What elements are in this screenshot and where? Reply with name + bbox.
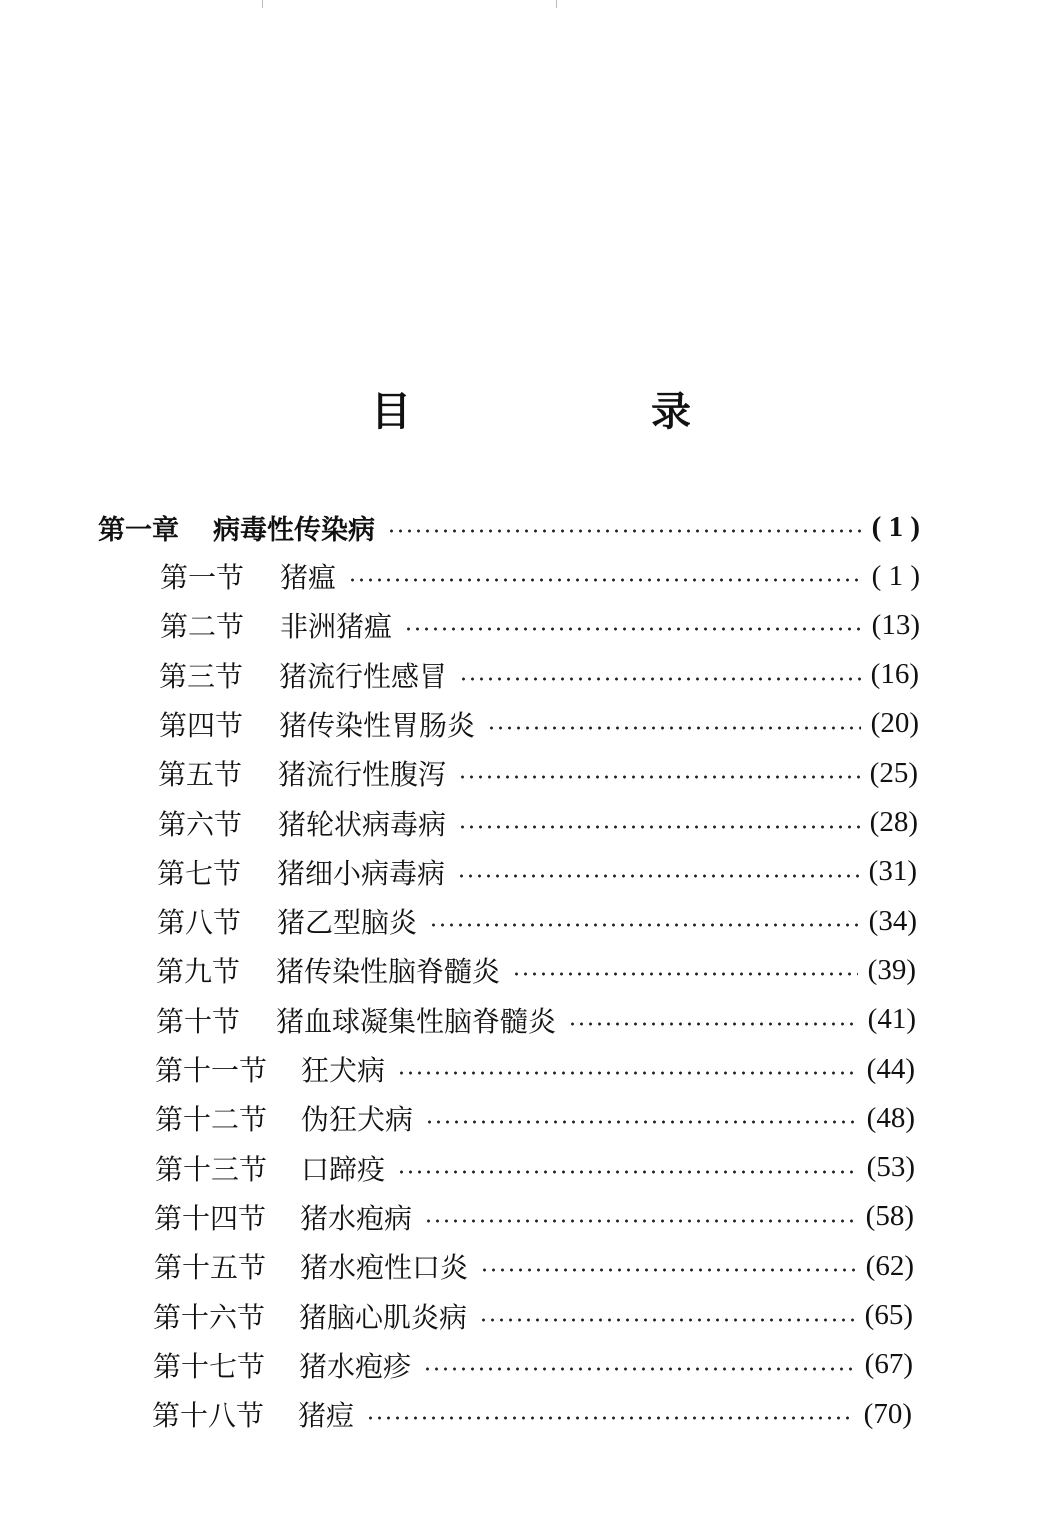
page-title: 目 录 bbox=[371, 389, 791, 435]
dot-leader bbox=[423, 1367, 855, 1371]
page-number: (48) bbox=[866, 1101, 915, 1134]
toc-section-row[interactable] bbox=[156, 948, 916, 992]
section-name: 猪传染性胃肠炎 bbox=[279, 708, 476, 742]
section-number: 第十二节 bbox=[155, 1103, 268, 1137]
section-name: 猪脑心肌炎病 bbox=[299, 1300, 468, 1334]
section-name: 猪细小病毒病 bbox=[277, 856, 446, 890]
section-name: 非洲猪瘟 bbox=[280, 610, 393, 644]
section-number: 第十一节 bbox=[155, 1054, 268, 1087]
toc-section-row[interactable] bbox=[160, 603, 920, 647]
section-number: 第九节 bbox=[156, 955, 241, 989]
dot-leader bbox=[387, 529, 862, 533]
page-number: (39) bbox=[867, 953, 916, 986]
dot-leader bbox=[479, 1318, 855, 1322]
dot-leader bbox=[429, 923, 859, 927]
dot-leader bbox=[348, 578, 862, 582]
section-number: 第六节 bbox=[158, 807, 243, 841]
toc-section-row[interactable] bbox=[153, 1294, 913, 1338]
section-name: 口蹄疫 bbox=[301, 1152, 386, 1186]
page-number: (34) bbox=[868, 904, 917, 937]
toc-section-row[interactable] bbox=[160, 554, 920, 598]
dot-leader bbox=[512, 972, 858, 976]
section-number: 第十八节 bbox=[152, 1399, 265, 1433]
toc-section-row[interactable] bbox=[155, 1096, 915, 1140]
section-number: 第八节 bbox=[157, 906, 242, 940]
section-name: 猪瘟 bbox=[280, 561, 337, 594]
page-number: (67) bbox=[864, 1348, 913, 1381]
section-number: 第一节 bbox=[160, 561, 245, 594]
section-number: 第十五节 bbox=[154, 1251, 267, 1285]
section-number: 第三节 bbox=[159, 659, 244, 693]
page-number: (41) bbox=[867, 1003, 916, 1036]
section-name: 猪轮状病毒病 bbox=[278, 807, 447, 841]
section-number: 第十三节 bbox=[155, 1152, 268, 1186]
dot-leader bbox=[458, 775, 860, 779]
dot-leader bbox=[568, 1022, 858, 1026]
dot-leader bbox=[458, 825, 860, 829]
chapter-name: 病毒性传染病 bbox=[213, 514, 375, 546]
dot-leader bbox=[397, 1170, 857, 1174]
page-number: (58) bbox=[865, 1200, 914, 1233]
scan-mark bbox=[262, 0, 263, 8]
dot-leader bbox=[366, 1416, 854, 1420]
section-number: 第十六节 bbox=[153, 1300, 266, 1334]
section-number: 第十七节 bbox=[153, 1349, 266, 1383]
dot-leader bbox=[397, 1071, 857, 1075]
page-number: (70) bbox=[863, 1397, 912, 1430]
section-number: 第七节 bbox=[157, 856, 242, 890]
section-number: 第四节 bbox=[159, 708, 244, 742]
toc-section-row[interactable] bbox=[154, 1244, 914, 1288]
toc-section-row[interactable] bbox=[158, 801, 918, 845]
dot-leader bbox=[404, 627, 862, 631]
section-number: 第二节 bbox=[160, 610, 245, 644]
scan-mark bbox=[556, 0, 557, 8]
section-name: 猪水疱疹 bbox=[299, 1349, 412, 1383]
section-name: 猪水疱性口炎 bbox=[300, 1251, 469, 1285]
toc-section-row[interactable] bbox=[159, 653, 919, 697]
section-name: 猪痘 bbox=[298, 1399, 355, 1433]
dot-leader bbox=[459, 677, 861, 681]
page-number: (44) bbox=[866, 1052, 915, 1085]
toc-section-row[interactable] bbox=[153, 1343, 913, 1387]
section-name: 猪水疱病 bbox=[300, 1201, 413, 1235]
section-name: 猪血球凝集性脑脊髓炎 bbox=[276, 1004, 557, 1038]
page-number: (31) bbox=[868, 855, 917, 888]
section-name: 猪流行性腹泻 bbox=[278, 758, 447, 792]
page-number: (20) bbox=[870, 707, 919, 740]
page-number: ( 1 ) bbox=[871, 559, 920, 592]
toc-section-row[interactable] bbox=[156, 998, 916, 1042]
chapter-number: 第一章 bbox=[98, 514, 179, 546]
section-name: 伪狂犬病 bbox=[301, 1103, 414, 1137]
dot-leader bbox=[487, 726, 861, 730]
section-name: 猪流行性感冒 bbox=[279, 659, 448, 693]
page-number: (13) bbox=[871, 608, 920, 641]
section-name: 狂犬病 bbox=[301, 1054, 386, 1087]
page-number: (16) bbox=[870, 658, 919, 691]
dot-leader bbox=[424, 1219, 856, 1223]
dot-leader bbox=[457, 874, 859, 878]
page-number: ( 1 ) bbox=[871, 510, 920, 543]
page-number: (28) bbox=[869, 806, 918, 838]
page-number: (65) bbox=[864, 1299, 913, 1331]
section-number: 第十节 bbox=[156, 1004, 241, 1038]
toc-section-row[interactable] bbox=[152, 1392, 912, 1436]
toc-section-row[interactable] bbox=[157, 850, 917, 894]
section-name: 猪传染性脑脊髓炎 bbox=[276, 955, 501, 989]
toc-section-row[interactable] bbox=[159, 702, 919, 746]
toc-section-row[interactable] bbox=[157, 899, 917, 943]
toc-section-row[interactable] bbox=[158, 751, 918, 795]
page-number: (53) bbox=[866, 1151, 915, 1184]
dot-leader bbox=[425, 1120, 857, 1124]
toc-section-row[interactable] bbox=[154, 1195, 914, 1239]
section-number: 第五节 bbox=[158, 758, 243, 792]
section-number: 第十四节 bbox=[154, 1201, 267, 1235]
dot-leader bbox=[480, 1268, 856, 1272]
toc-chapter-row[interactable] bbox=[98, 505, 920, 549]
page-number: (62) bbox=[865, 1249, 914, 1282]
toc-section-row[interactable] bbox=[155, 1047, 915, 1091]
page-number: (25) bbox=[869, 756, 918, 789]
toc-section-row[interactable] bbox=[155, 1146, 915, 1190]
section-name: 猪乙型脑炎 bbox=[277, 906, 418, 940]
